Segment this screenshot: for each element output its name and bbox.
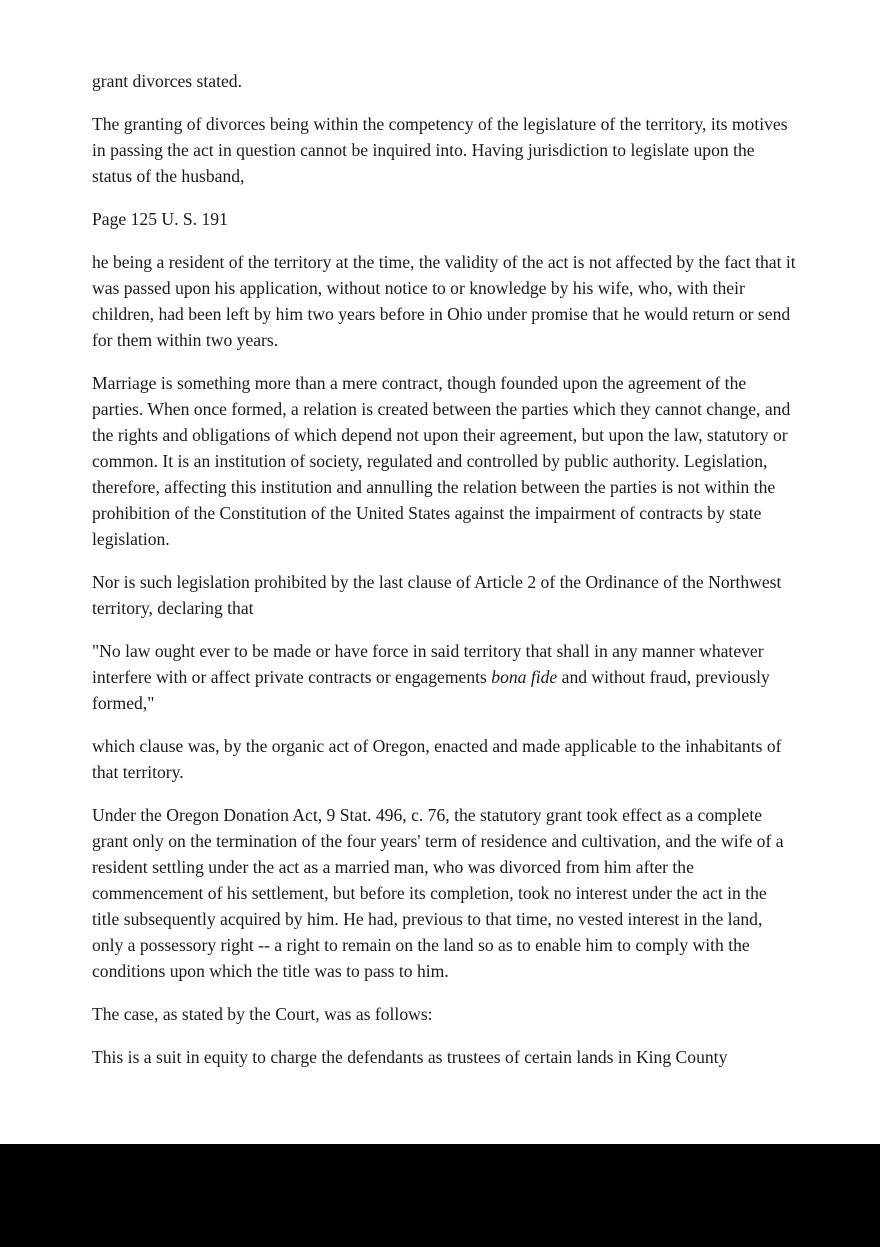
paragraph-northwest-ordinance: Nor is such legislation prohibited by the last clause of Article 2 of the Ordinance of the Northwest territory, declaring that [92,572,782,618]
paragraph-case-statement-intro: The case, as stated by the Court, was as follows: [92,1004,433,1024]
paragraph-legislature-competency: The granting of divorces being within the competency of the legislature of the territory, its motives in passing the act in question cannot be inquired into. Having jurisdiction to legislate upon the status of the husband, [92,114,788,186]
paragraph-ordinance-quote [92,638,797,716]
paragraph-donation-act: Under the Oregon Donation Act, 9 Stat. 496, c. 76, the statutory grant took effect as a complete grant only on the termination of the four years' term of residence and cultivation, and the wife of a resident settling under the act as a married man, who was divorced from him after the commencement of his settlement, but before its completion, took no interest under the act in the title subsequently acquired by him. He had, previous to that time, no vested interest in the land, only a possessory right -- a right to remain on the land so as to enable him to comply with the conditions upon which the title was to pass to him. [92,805,784,981]
quote-text-after: and without fraud, previously formed," [92,667,770,713]
paragraph-marriage-contract: Marriage is something more than a mere contract, though founded upon the agreement of the parties. When once formed, a relation is created between the parties which they cannot change, and the rights and obligations of which depend not upon their agreement, but upon the law, statutory or common. It is an institution of society, regulated and controlled by public authority. Legislation, therefore, affecting this institution and annulling the relation between the parties is not within the prohibition of the Constitution of the United States against the impairment of contracts by state legislation. [92,373,791,549]
page-reference: Page 125 U. S. 191 [92,209,228,229]
paragraph-suit-in-equity: This is a suit in equity to charge the defendants as trustees of certain lands in King County [92,1047,728,1067]
document-body [92,68,797,1087]
quote-text-before: "No law ought ever to be made or have force in said territory that shall in any manner whatever interfere with or affect private contracts or engagements [92,641,764,687]
paragraph-continuation: grant divorces stated. [92,71,242,91]
bottom-black-bar [0,1144,880,1247]
quote-italic-term: bona fide [491,667,558,687]
paragraph-organic-act: which clause was, by the organic act of Oregon, enacted and made applicable to the inhabitants of that territory. [92,736,782,782]
paragraph-validity-of-act: he being a resident of the territory at the time, the validity of the act is not affected by the fact that it was passed upon his application, without notice to or knowledge by his wife, who, with their children, had been left by him two years before in Ohio under promise that he would return or send for them within two years. [92,252,796,350]
